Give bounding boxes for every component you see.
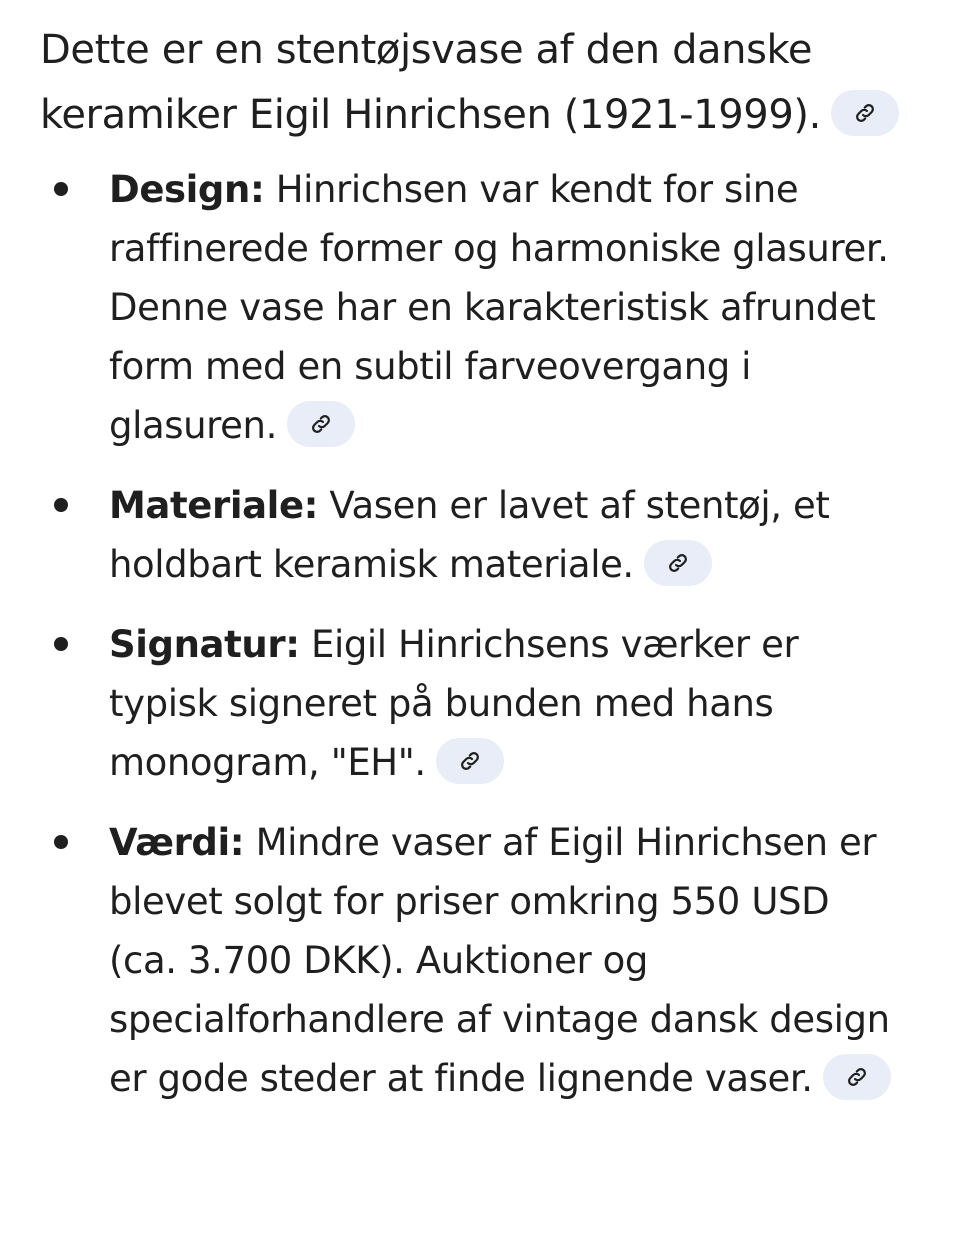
source-link-chip[interactable] bbox=[831, 90, 899, 136]
fact-text: Mindre vaser af Eigil Hinrichsen er blevet solgt for priser omkring 550 USD (ca. 3.700 DKK). Auktioner og specialforhandlere af vintage dansk design er gode steder at finde lignende vaser. bbox=[109, 821, 890, 1100]
list-item bbox=[40, 615, 899, 792]
link-icon bbox=[309, 412, 333, 436]
fact-term: Design: bbox=[109, 168, 265, 211]
fact-text: Vasen er lavet af stentøj, et holdbart keramisk materiale. bbox=[109, 484, 830, 586]
source-link-chip[interactable] bbox=[436, 738, 504, 784]
fact-term: Værdi: bbox=[109, 821, 245, 864]
link-icon bbox=[845, 1065, 869, 1089]
bullet-icon bbox=[54, 182, 68, 196]
fact-text: Eigil Hinrichsens værker er typisk signeret på bunden med hans monogram, "EH". bbox=[109, 623, 799, 784]
list-item bbox=[40, 160, 899, 455]
link-icon bbox=[853, 101, 877, 125]
source-link-chip[interactable] bbox=[823, 1054, 891, 1100]
bullet-icon bbox=[54, 498, 68, 512]
source-link-chip[interactable] bbox=[644, 540, 712, 586]
intro-paragraph bbox=[40, 18, 920, 148]
source-link-chip[interactable] bbox=[287, 401, 355, 447]
bullet-icon bbox=[54, 637, 68, 651]
list-item bbox=[40, 813, 899, 1108]
intro-text: Dette er en stentøjsvase af den danske keramiker Eigil Hinrichsen (1921-1999). bbox=[40, 27, 821, 138]
link-icon bbox=[666, 551, 690, 575]
fact-term: Signatur: bbox=[109, 623, 300, 666]
list-item bbox=[40, 476, 899, 594]
fact-term: Materiale: bbox=[109, 484, 319, 527]
bullet-icon bbox=[54, 835, 68, 849]
fact-text: Hinrichsen var kendt for sine raffinerede former og harmoniske glasurer. Denne vase har en karakteristisk afrundet form med en subtil farveovergang i glasuren. bbox=[109, 168, 889, 447]
link-icon bbox=[458, 749, 482, 773]
facts-list bbox=[40, 160, 920, 1108]
